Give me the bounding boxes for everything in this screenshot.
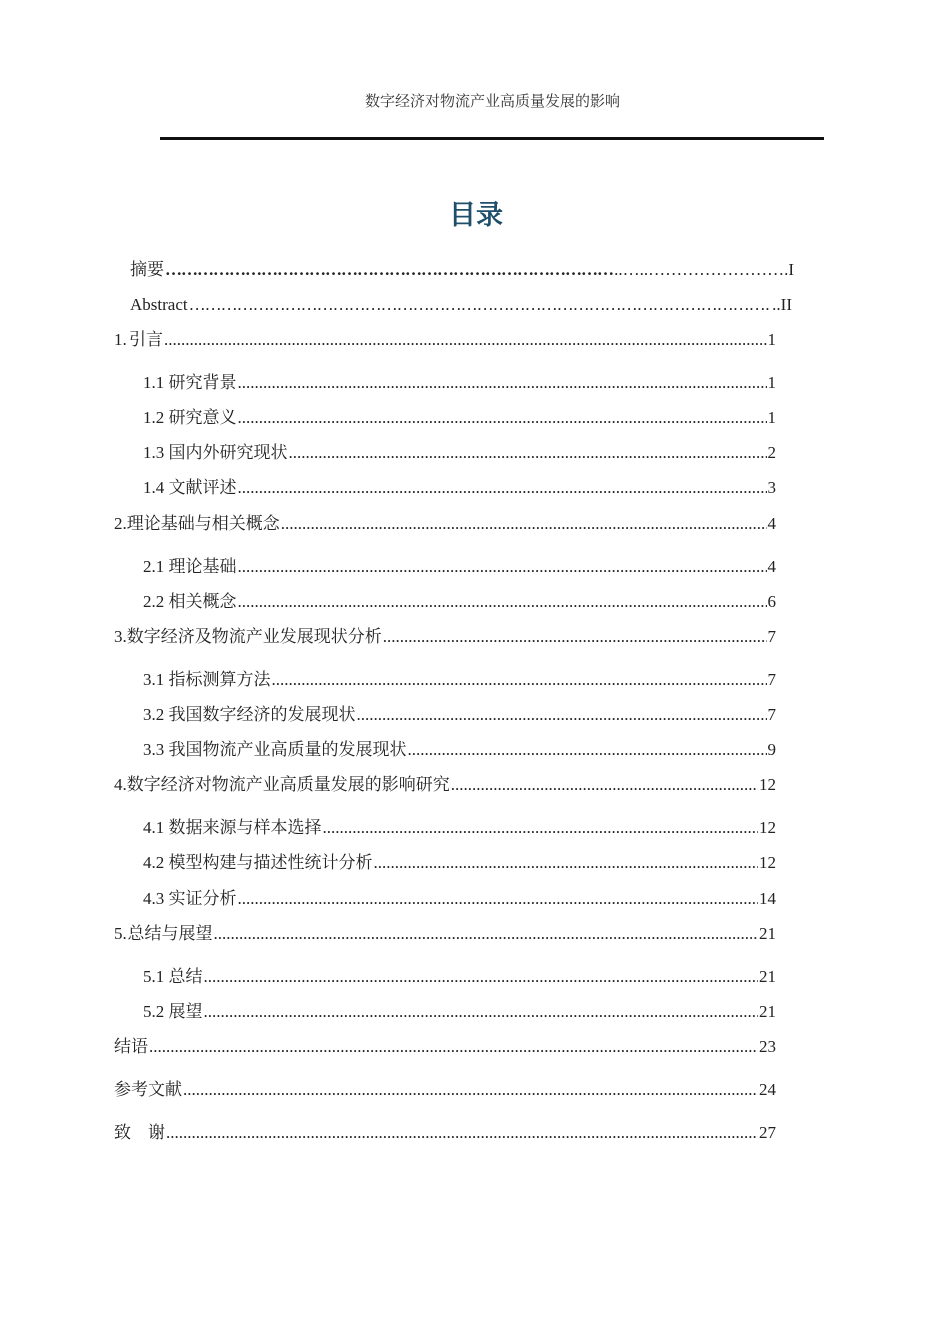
toc-leader: [189, 294, 772, 316]
toc-leader: [408, 739, 767, 761]
toc-entry-page: 12: [759, 853, 776, 872]
toc-leader: [383, 626, 767, 648]
toc-entry-label: 1.3 国内外研究现状: [143, 443, 288, 462]
header-title: 数字经济对物流产业高质量发展的影响: [364, 94, 620, 110]
toc-leader: [238, 372, 767, 394]
toc-entry-label: 1.4 文献评述: [143, 478, 237, 497]
toc-entry-label: 3.1 指标测算方法: [143, 670, 271, 689]
toc-entry-label: 2.2 相关概念: [143, 592, 237, 611]
toc-entry-chapter-5[interactable]: [114, 923, 776, 945]
toc-entry-label: 5.1 总结: [143, 967, 203, 986]
toc-entry-page: 7: [767, 670, 776, 689]
toc-entry-page: 24: [759, 1080, 776, 1099]
toc-entry-label: 3.3 我国物流产业高质量的发展现状: [143, 740, 407, 759]
toc-leader: [289, 442, 767, 464]
toc-leader: [374, 852, 759, 874]
toc-entry-page: 7: [767, 705, 776, 724]
toc-leader: [166, 1122, 758, 1144]
toc-entry-number: 2.: [114, 514, 127, 533]
toc-entry-chapter-4[interactable]: [114, 774, 776, 796]
toc-leader: [238, 556, 767, 578]
toc-entry-page: 12: [759, 775, 776, 794]
toc-entry-number: 4.: [114, 775, 127, 794]
toc-entry-section-4-1[interactable]: [143, 817, 776, 839]
toc-entry-label: 数字经济及物流产业发展现状分析: [126, 627, 382, 646]
toc-entry-chapter-3[interactable]: [114, 626, 776, 648]
toc-entry-section-4-3[interactable]: [143, 888, 776, 910]
toc-entry-section-1-2[interactable]: [143, 407, 776, 429]
toc-entry-page: 21: [759, 967, 776, 986]
toc-leader: [165, 259, 613, 281]
toc-entry-label: 4.1 数据来源与样本选择: [143, 818, 322, 837]
toc-entry-page: ..II: [772, 295, 792, 314]
toc-entry-chapter-2[interactable]: [114, 513, 776, 535]
toc-entry-section-2-2[interactable]: [143, 591, 776, 613]
toc-entry-label: 致 谢: [114, 1123, 165, 1142]
toc-leader: [183, 1079, 758, 1101]
toc-entry-page: 14: [759, 889, 776, 908]
toc-entry-page: 3: [767, 478, 776, 497]
toc-entry-label: 理论基础与相关概念: [126, 514, 280, 533]
toc-entry-page: 21: [759, 1002, 776, 1021]
toc-entry-page: 2: [767, 443, 776, 462]
toc-entry-page: 27: [759, 1123, 776, 1142]
toc-entry-section-3-2[interactable]: [143, 704, 776, 726]
toc-entry-page: 12: [759, 818, 776, 837]
toc-leader: [204, 1001, 759, 1023]
toc-leader: [204, 966, 759, 988]
toc-entry-label: 1.2 研究意义: [143, 408, 237, 427]
toc-entry-section-4-2[interactable]: [143, 852, 776, 874]
toc-entry-section-5-2[interactable]: [143, 1001, 776, 1023]
toc-title: 目录: [449, 200, 503, 231]
toc-entry-page: ..…..…………………….I: [614, 260, 794, 279]
toc-leader: [451, 774, 758, 796]
toc-leader: [272, 669, 767, 691]
toc-entry-label: 参考文献: [114, 1080, 182, 1099]
toc-entry-section-2-1[interactable]: [143, 556, 776, 578]
toc-entry-section-1-3[interactable]: [143, 442, 776, 464]
toc-entry-label: 摘要: [130, 260, 164, 279]
toc-entry-page: 4: [767, 514, 776, 533]
toc-entry-label: Abstract: [130, 295, 188, 314]
toc-entry-label: 1.1 研究背景: [143, 373, 237, 392]
toc-leader: [238, 477, 767, 499]
toc-entry-abstract-en[interactable]: [130, 294, 792, 316]
header-divider: [160, 137, 824, 140]
toc-entry-label: 引言: [128, 330, 163, 349]
toc-entry-section-5-1[interactable]: [143, 966, 776, 988]
toc-entry-references[interactable]: [114, 1079, 776, 1101]
toc-entry-number: 5.: [114, 924, 127, 943]
toc-leader: [238, 407, 767, 429]
toc-entry-section-1-1[interactable]: [143, 372, 776, 394]
toc-entry-label: 4.3 实证分析: [143, 889, 237, 908]
toc-entry-page: 9: [767, 740, 776, 759]
toc-entry-page: 1: [767, 373, 776, 392]
toc-entry-page: 1: [767, 408, 776, 427]
toc-leader: [238, 591, 767, 613]
toc-entry-section-3-1[interactable]: [143, 669, 776, 691]
toc-entry-conclusion[interactable]: [114, 1036, 776, 1058]
toc-leader: [214, 923, 758, 945]
toc-entry-label: 数字经济对物流产业高质量发展的影响研究: [126, 775, 450, 794]
toc-entry-page: 6: [767, 592, 776, 611]
toc-entry-number: 3.: [114, 627, 127, 646]
toc-entry-page: 4: [767, 557, 776, 576]
toc-leader: [323, 817, 759, 839]
toc-entry-label: 结语: [114, 1037, 148, 1056]
toc-leader: [238, 888, 759, 910]
toc-entry-section-3-3[interactable]: [143, 739, 776, 761]
toc-entry-page: 1: [767, 330, 776, 349]
toc-entry-abstract-cn[interactable]: [130, 259, 794, 281]
toc-entry-label: 4.2 模型构建与描述性统计分析: [143, 853, 373, 872]
toc-entry-page: 23: [759, 1037, 776, 1056]
toc-entry-page: 21: [759, 924, 776, 943]
toc-entry-label: 3.2 我国数字经济的发展现状: [143, 705, 356, 724]
toc-entry-number: 1.: [114, 330, 127, 349]
toc-leader: [357, 704, 767, 726]
toc-leader: [281, 513, 767, 535]
toc-entry-label: 总结与展望: [127, 924, 213, 943]
toc-entry-section-1-4[interactable]: [143, 477, 776, 499]
toc-leader: [149, 1036, 758, 1058]
toc-entry-label: 5.2 展望: [143, 1002, 203, 1021]
toc-entry-chapter-1[interactable]: [114, 329, 776, 351]
toc-leader: [164, 329, 767, 351]
toc-entry-acknowledgements[interactable]: [114, 1122, 776, 1144]
toc-entry-label: 2.1 理论基础: [143, 557, 237, 576]
toc-entry-page: 7: [767, 627, 776, 646]
